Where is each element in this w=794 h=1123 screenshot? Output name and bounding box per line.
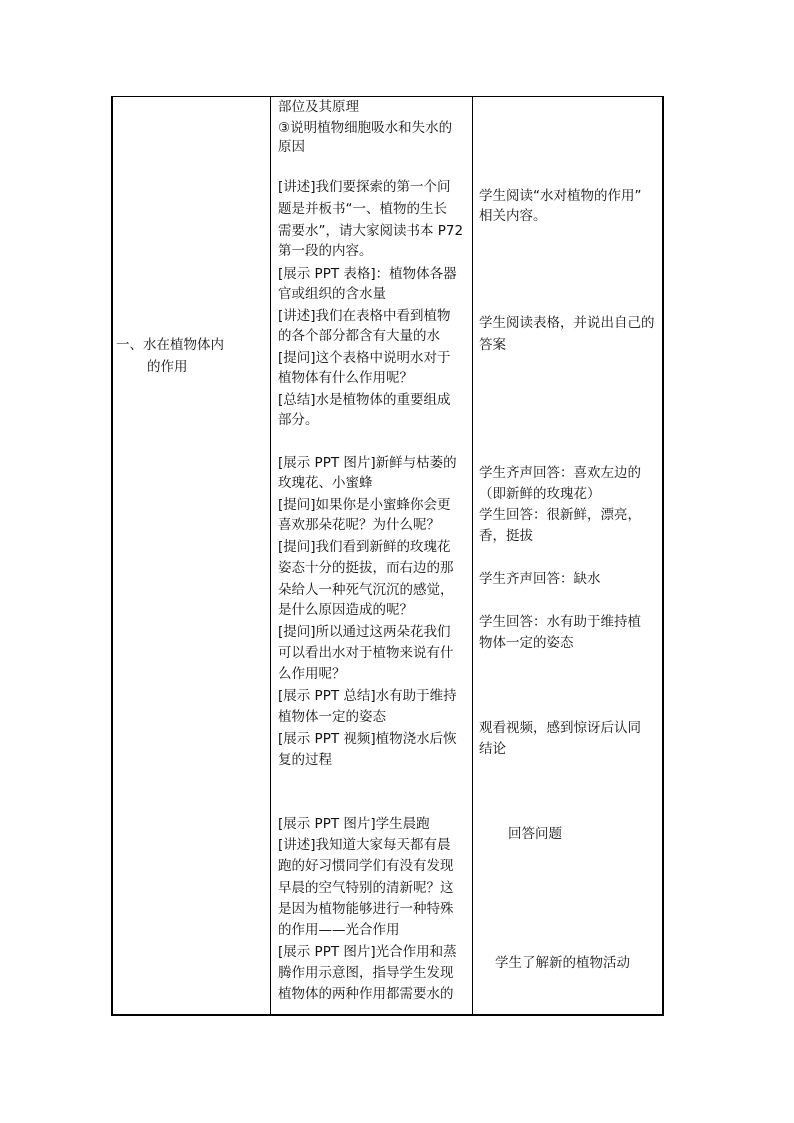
teacher-text-line: 复的过程	[278, 752, 332, 768]
student-text-line: 学生齐声回答：缺水	[479, 571, 601, 587]
teacher-text-line: [提问]我们看到新鲜的玫瑰花	[278, 539, 451, 555]
teacher-text-line: 的各个部分都含有大量的水	[278, 328, 440, 344]
teacher-text-line: 姿态十分的挺拔，而右边的那	[278, 560, 454, 576]
teacher-text-line: 部位及其原理	[278, 99, 359, 115]
teacher-text-line: [展示 PPT 图片]学生晨跑	[278, 816, 430, 832]
teacher-text-line: 朵给人一种死气沉沉的感觉，	[278, 582, 454, 598]
teacher-text-line: 是什么原因造成的呢？	[278, 602, 413, 618]
teacher-text-line: [展示 PPT 总结]水有助于维持	[278, 688, 457, 704]
student-text-line: 学生阅读表格，并说出自己的	[479, 315, 655, 331]
teacher-text-line: 是因为植物能够进行一种特殊	[278, 901, 454, 917]
teacher-text-line: 么作用呢？	[278, 666, 346, 682]
teacher-text-line: [总结]水是植物体的重要组成	[278, 392, 451, 408]
student-text-line: 学生阅读“水对植物的作用”	[479, 188, 642, 204]
teacher-text-line: 可以看出水对于植物来说有什	[278, 645, 454, 661]
teacher-text-line: 原因	[278, 139, 305, 155]
teacher-text-line: 玫瑰花、小蜜蜂	[278, 475, 373, 491]
teacher-text-line: [提问]这个表格中说明水对于	[278, 350, 451, 366]
teacher-text-line: 第一段的内容。	[278, 243, 373, 259]
lesson-table	[111, 96, 664, 1016]
student-text-line: 学生齐声回答：喜欢左边的	[479, 465, 641, 481]
teacher-text-line: 需要水”，请大家阅读书本 P72	[278, 223, 464, 239]
student-text-line: 学生了解新的植物活动	[495, 955, 630, 971]
teacher-text-line: 植物体有什么作用呢？	[278, 370, 413, 386]
student-text-line: 答案	[479, 337, 506, 353]
student-text-line: 结论	[479, 741, 506, 757]
teacher-text-line: 的作用——光合作用	[278, 922, 400, 938]
teacher-text-line: [提问]如果你是小蜜蜂你会更	[278, 497, 451, 513]
student-text-line: 回答问题	[508, 826, 562, 842]
student-text-line: 学生回答：水有助于维持植	[479, 614, 641, 630]
teacher-text-line: 喜欢那朵花呢？为什么呢？	[278, 517, 440, 533]
section-title-line2: 的作用	[147, 359, 188, 375]
teacher-text-line: 植物体一定的姿态	[278, 709, 386, 725]
student-text-line: 相关内容。	[479, 208, 547, 224]
teacher-text-line: [展示 PPT 图片]光合作用和蒸	[278, 944, 457, 960]
column-divider-2	[472, 97, 473, 1014]
teacher-text-line: [展示 PPT 图片]新鲜与枯萎的	[278, 455, 457, 471]
student-text-line: 物体一定的姿态	[479, 635, 574, 651]
teacher-text-line: 植物体的两种作用都需要水的	[278, 986, 454, 1002]
student-text-line: 观看视频，感到惊讶后认同	[479, 720, 641, 736]
teacher-text-line: 跑的好习惯同学们有没有发现	[278, 858, 454, 874]
teacher-text-line: [讲述]我们要探索的第一个问	[278, 179, 451, 195]
student-text-line: （即新鲜的玫瑰花）	[479, 486, 601, 502]
column-divider-1	[270, 97, 271, 1014]
student-text-line: 香，挺拔	[479, 528, 533, 544]
section-title-line1: 一、水在植物体内	[116, 337, 224, 353]
teacher-text-line: [展示 PPT 视频]植物浇水后恢	[278, 731, 457, 747]
teacher-text-line: 部分。	[278, 412, 319, 428]
teacher-text-line: ③说明植物细胞吸水和失水的	[278, 120, 453, 136]
teacher-text-line: [讲述]我们在表格中看到植物	[278, 308, 451, 324]
teacher-text-line: 题是并板书“一、植物的生长	[278, 201, 447, 217]
teacher-text-line: 早晨的空气特别的清新呢？这	[278, 880, 454, 896]
student-text-line: 学生回答：很新鲜，漂亮，	[479, 507, 641, 523]
teacher-text-line: [提问]所以通过这两朵花我们	[278, 624, 451, 640]
teacher-text-line: 腾作用示意图，指导学生发现	[278, 965, 454, 981]
teacher-text-line: 官或组织的含水量	[278, 286, 386, 302]
teacher-text-line: [讲述]我知道大家每天都有晨	[278, 837, 451, 853]
teacher-text-line: [展示 PPT 表格]：植物体各器	[278, 266, 457, 282]
